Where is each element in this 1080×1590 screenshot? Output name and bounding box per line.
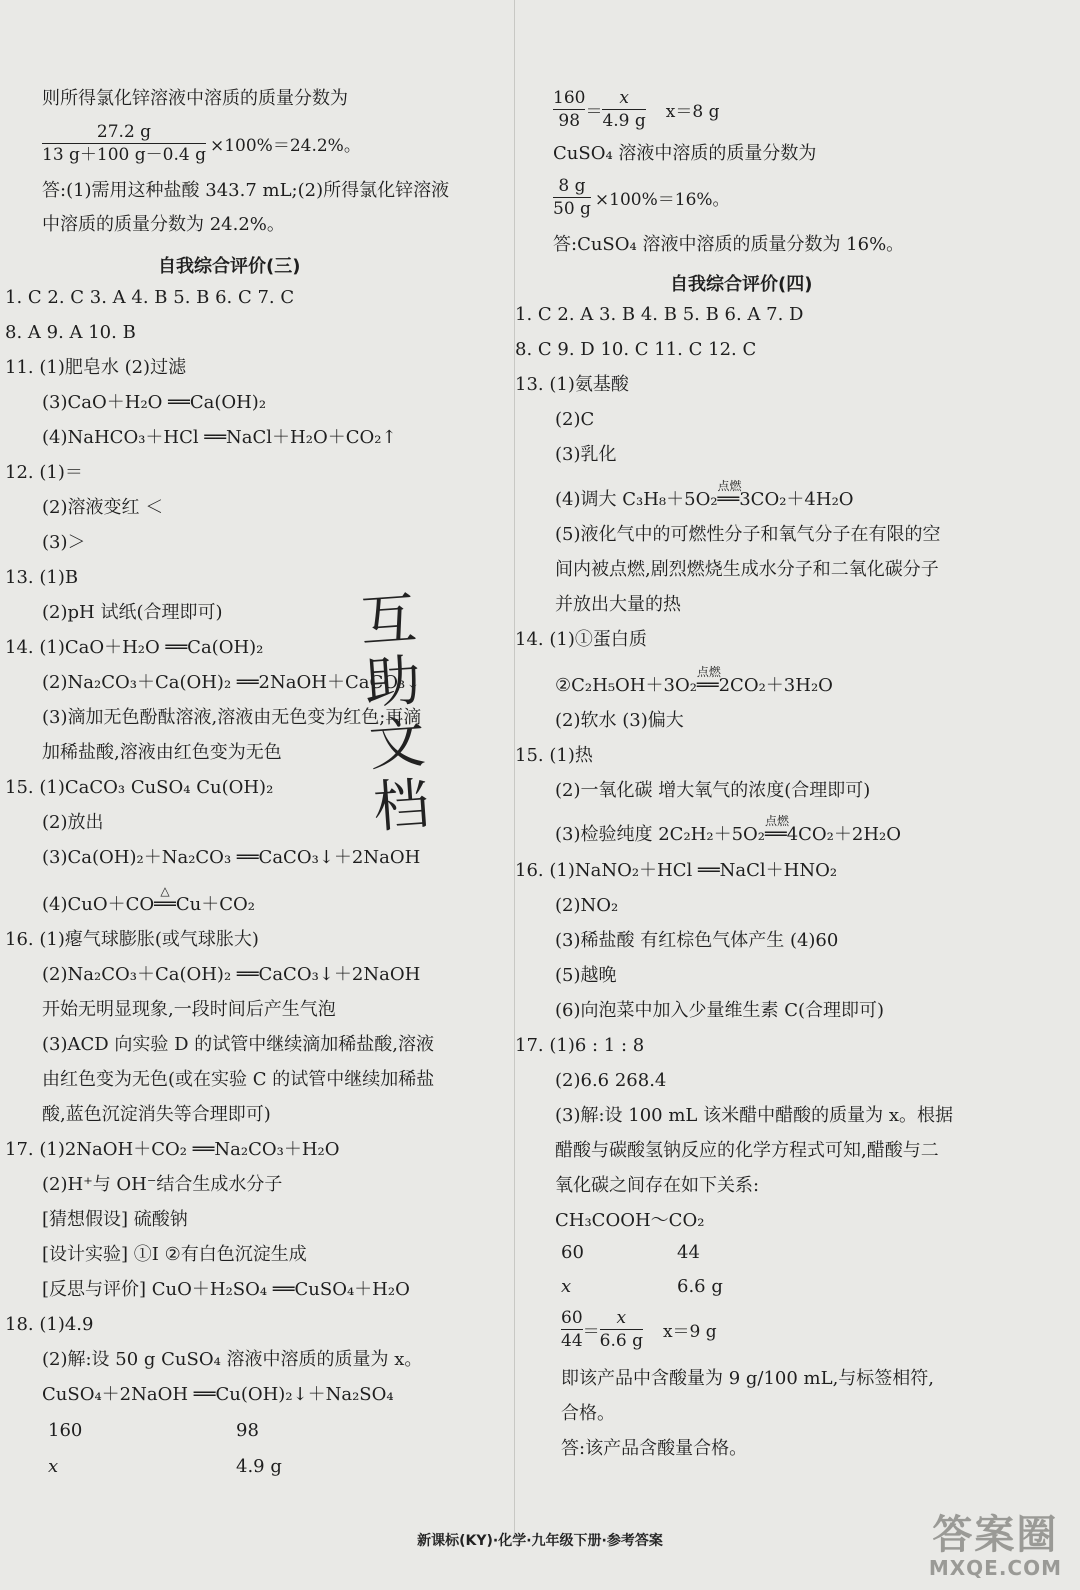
denominator: 98 [558,111,581,131]
fraction-expression [42,122,361,165]
answer-row: 加稀盐酸,溶液由红色变为无色 [42,742,282,763]
site-watermark [929,1514,1062,1580]
text-line: 中溶质的质量分数为 24.2%。 [42,214,285,235]
answer-row: 醋酸与碳酸氢钠反应的化学方程式可知,醋酸与二 [555,1140,939,1161]
ratio-value: 60 [561,1242,584,1263]
answer-row: (3)Ca(OH)₂＋Na₂CO₃ ══CaCO₃↓＋2NaOH [42,847,421,868]
answer-row: CuSO₄＋2NaOH ══Cu(OH)₂↓＋Na₂SO₄ [42,1384,394,1405]
answer-row: 11. (1)肥皂水 (2)过滤 [5,357,187,378]
ratio-value: 160 [48,1420,83,1441]
equals-sign: ══ [765,824,787,845]
fraction [42,122,206,165]
equals-sign: ══ [154,894,176,915]
answer-row: (2)解:设 50 g CuSO₄ 溶液中溶质的质量为 x。 [42,1349,423,1370]
answer-row: 15. (1)CaCO₃ CuSO₄ Cu(OH)₂ [5,777,274,798]
answer-row: (2)C [555,409,595,430]
reaction-condition: 点燃 [717,479,742,493]
answer-row: [反思与评价] CuO＋H₂SO₄ ══CuSO₄＋H₂O [42,1279,410,1300]
equals-sign: ＝ [582,1322,600,1342]
answer-row: 由红色变为无色(或在实验 C 的试管中继续加稀盐 [42,1069,435,1090]
answer-row: [猜想假设] 硫酸钠 [42,1209,188,1230]
reaction-arrow [696,665,721,697]
answer-row: 氧化碳之间存在如下关系: [555,1175,760,1196]
watermark-url: MXQE.COM [928,1556,1062,1580]
answer-row: (6)向泡菜中加入少量维生素 C(合理即可) [555,1000,885,1021]
equation-row [42,884,255,916]
answer-row: 13. (1)B [5,567,79,588]
fraction [561,1308,583,1351]
equation-reactants: ②C₂H₅OH＋3O₂ [555,675,697,696]
answer-row: (3)＞ [42,532,86,553]
answer-row: 12. (1)＝ [5,462,83,483]
denominator: 4.9 g [602,111,646,131]
numerator: 160 [553,88,586,108]
answer-row: 13. (1)氨基酸 [515,374,629,395]
numerator: 60 [561,1308,583,1328]
equation-row [555,479,854,511]
equation-reactants: (3)检验纯度 2C₂H₂＋5O₂ [555,824,765,845]
fraction-expression [553,176,730,219]
numerator: x [616,1308,627,1328]
equation-products: 3CO₂＋4H₂O [739,489,854,510]
fraction-expression [561,1308,717,1351]
expression-result: x＝8 g [665,102,720,122]
answer-row: 14. (1)CaO＋H₂O ══Ca(OH)₂ [5,637,264,658]
answer-row: (3)解:设 100 mL 该米醋中醋酸的质量为 x。根据 [555,1105,953,1126]
answer-row: (2)H⁺与 OH⁻结合生成水分子 [42,1174,283,1195]
expression-result: ×100%＝24.2%。 [209,136,361,156]
text-line: 答:CuSO₄ 溶液中溶质的质量分数为 16%。 [553,234,905,255]
equation-products: Cu＋CO₂ [175,894,255,915]
denominator: 50 g [553,199,591,219]
answer-row: (5)液化气中的可燃性分子和氧气分子在有限的空 [555,524,941,545]
answer-row: 16. (1)NaNO₂＋HCl ══NaCl＋HNO₂ [515,860,838,881]
equation-reactants: (4)调大 C₃H₈＋5O₂ [555,489,718,510]
answer-row: 并放出大量的热 [555,594,681,615]
text-line: 则所得氯化锌溶液中溶质的质量分数为 [42,88,348,109]
answer-row: (4)NaHCO₃＋HCl ══NaCl＋H₂O＋CO₂↑ [42,427,397,448]
answer-row: 1. C 2. C 3. A 4. B 5. B 6. C 7. C [5,287,295,308]
equation-products: 4CO₂＋2H₂O [786,824,902,845]
answer-row: (3)滴加无色酚酞溶液,溶液由无色变为红色;再滴 [42,707,422,728]
numerator: 8 g [558,176,586,196]
equation-reactants: (4)CuO＋CO [42,894,155,915]
equation-products: 2CO₂＋3H₂O [718,675,833,696]
fraction [553,88,585,131]
denominator: 13 g＋100 g－0.4 g [42,145,206,165]
answer-row: (2)6.6 268.4 [555,1070,667,1091]
fraction [600,1308,643,1351]
reaction-condition: 点燃 [696,665,721,679]
section-heading: 自我综合评价(四) [670,274,813,295]
answer-row: (2)Na₂CO₃＋Ca(OH)₂ ══CaCO₃↓＋2NaOH [42,964,421,985]
answer-row: 答:该产品含酸量合格。 [561,1438,748,1459]
answer-row: 15. (1)热 [515,745,593,766]
reaction-condition: 点燃 [765,814,790,828]
page-footer: 新课标(KY)·化学·九年级下册·参考答案 [417,1533,663,1549]
ratio-value: x [561,1276,572,1297]
reaction-arrow [717,479,742,511]
answer-row: (3)CaO＋H₂O ══Ca(OH)₂ [42,392,267,413]
answer-row: 间内被点燃,剧烈燃烧生成水分子和二氧化碳分子 [555,559,939,580]
answer-row: CH₃COOH～CO₂ [555,1210,705,1231]
reaction-arrow [765,814,790,846]
denominator: 44 [561,1331,583,1351]
answer-row: (2)pH 试纸(合理即可) [42,602,223,623]
answer-row: (3)乳化 [555,444,617,465]
handwritten-char: 文 [366,710,428,779]
fraction-expression [553,88,719,131]
answer-row: 18. (1)4.9 [5,1314,94,1335]
equals-sign: ＝ [585,102,603,122]
ratio-value: 6.6 g [677,1276,723,1297]
answer-row: 1. C 2. A 3. B 4. B 5. B 6. A 7. D [515,304,804,325]
answer-row: (2)溶液变红 ＜ [42,497,164,518]
reaction-arrow [154,884,176,916]
answer-row: 17. (1)6 : 1 : 8 [515,1035,645,1056]
answer-row: [设计实验] ①I ②有白色沉淀生成 [42,1244,307,1265]
column-divider [514,0,515,1535]
fraction [602,88,645,131]
answer-row: (2)Na₂CO₃＋Ca(OH)₂ ══2NaOH＋CaCO₃↓ [42,672,421,693]
fraction [553,176,591,219]
answer-row: (2)放出 [42,812,104,833]
answer-row: 即该产品中含酸量为 9 g/100 mL,与标签相符, [561,1368,935,1389]
answer-row: 开始无明显现象,一段时间后产生气泡 [42,999,336,1020]
reaction-condition: △ [160,884,170,898]
ratio-value: x [48,1456,59,1477]
answer-row: (3)ACD 向实验 D 的试管中继续滴加稀盐酸,溶液 [42,1034,435,1055]
equation-row [555,665,833,697]
numerator: x [619,88,629,108]
equation-row [555,814,902,846]
answer-row: 14. (1)①蛋白质 [515,629,647,650]
handwritten-char: 助 [362,648,424,717]
answer-row: (2)软水 (3)偏大 [555,710,684,731]
answer-row: (3)稀盐酸 有红棕色气体产生 (4)60 [555,930,839,951]
answer-row: 8. A 9. A 10. B [5,322,136,343]
ratio-value: 44 [677,1242,700,1263]
answer-row: 酸,蓝色沉淀消失等合理即可) [42,1104,271,1125]
ratio-value: 4.9 g [236,1456,282,1477]
expression-result: ×100%＝16%。 [594,190,730,210]
answer-row: (5)越晚 [555,965,617,986]
handwritten-annotation [336,587,453,841]
handwritten-char: 档 [371,771,432,841]
text-line: CuSO₄ 溶液中溶质的质量分数为 [553,143,817,164]
answer-row: 8. C 9. D 10. C 11. C 12. C [515,339,757,360]
handwritten-char: 互 [358,586,419,656]
expression-result: x＝9 g [662,1322,717,1342]
answer-row: 16. (1)瘪气球膨胀(或气球胀大) [5,929,259,950]
section-heading: 自我综合评价(三) [158,256,301,277]
answer-row: 17. (1)2NaOH＋CO₂ ══Na₂CO₃＋H₂O [5,1139,340,1160]
numerator: 27.2 g [96,122,152,142]
answer-row: (2)一氧化碳 增大氧气的浓度(合理即可) [555,780,871,801]
answer-row: 合格。 [561,1403,615,1424]
text-line: 答:(1)需用这种盐酸 343.7 mL;(2)所得氯化锌溶液 [42,180,450,201]
watermark-logo: 答案圈 [932,1512,1059,1558]
answer-row: (2)NO₂ [555,895,619,916]
denominator: 6.6 g [599,1331,643,1351]
equals-sign: ══ [717,489,740,510]
ratio-value: 98 [236,1420,259,1441]
equals-sign: ══ [696,675,719,696]
